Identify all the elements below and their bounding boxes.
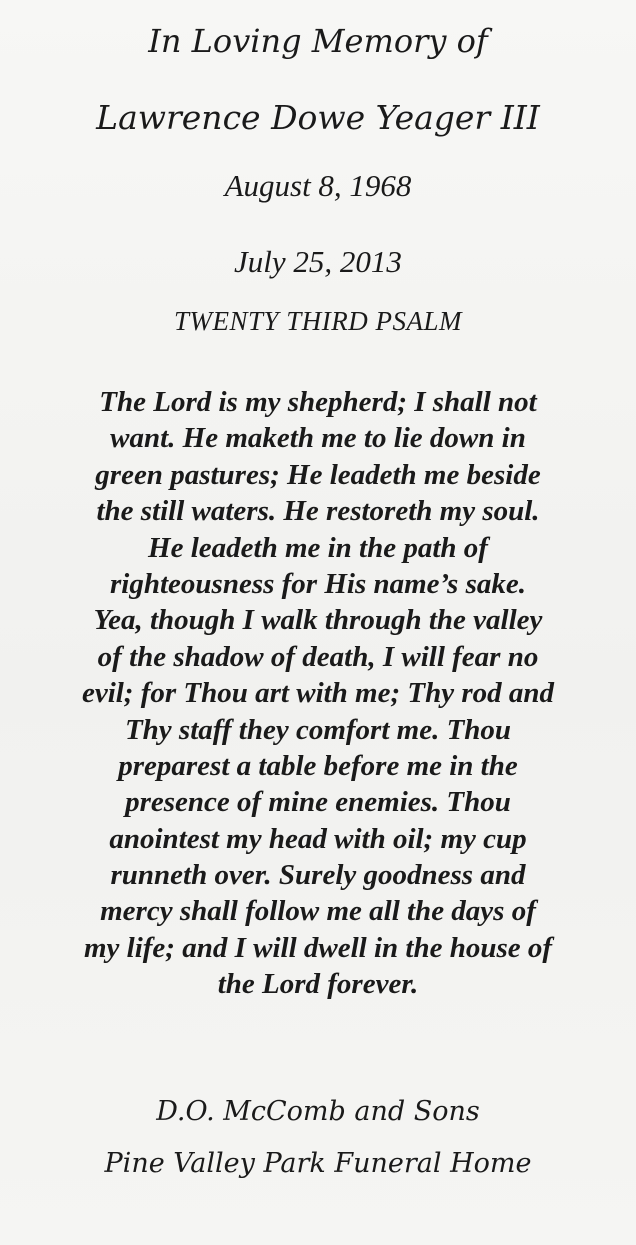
- psalm-verse: [0, 384, 636, 1003]
- verse-line: Yea, though I walk through the valley: [93, 604, 543, 637]
- verse-line: preparest a table before me in the: [118, 749, 518, 782]
- verse-line: green pastures; He leadeth me beside: [95, 458, 541, 491]
- verse-line: my life; and I will dwell in the house of: [83, 931, 553, 964]
- verse-line: presence of mine enemies. Thou: [125, 786, 511, 819]
- verse-line: righteousness for His name’s sake.: [110, 567, 526, 600]
- verse-line: of the shadow of death, I will fear no: [97, 640, 539, 673]
- verse-line: Thy staff they comfort me. Thou: [124, 713, 512, 746]
- verse-line: He leadeth me in the path of: [148, 531, 488, 564]
- verse-line: The Lord is my shepherd; I shall not: [99, 386, 537, 418]
- verse-line: the Lord forever.: [217, 968, 419, 1001]
- intro-text: In Loving Memory of: [148, 22, 488, 60]
- verse-line: runneth over. Surely goodness and: [110, 859, 526, 892]
- psalm-title: TWENTY THIRD PSALM: [173, 306, 463, 336]
- verse-line: want. He maketh me to lie down in: [110, 422, 526, 455]
- verse-line: mercy shall follow me all the days of: [100, 895, 536, 928]
- birth-date: August 8, 1968: [224, 168, 412, 203]
- death-date: July 25, 2013: [234, 244, 402, 279]
- verse-line: anointest my head with oil; my cup: [109, 822, 527, 855]
- funeral-home-name: D.O. McComb and Sons: [156, 1096, 480, 1127]
- verse-line: evil; for Thou art with me; Thy rod and: [81, 677, 555, 710]
- deceased-name: Lawrence Dowe Yeager III: [96, 98, 540, 137]
- verse-line: the still waters. He restoreth my soul.: [96, 495, 540, 528]
- funeral-home-location: Pine Valley Park Funeral Home: [104, 1148, 532, 1179]
